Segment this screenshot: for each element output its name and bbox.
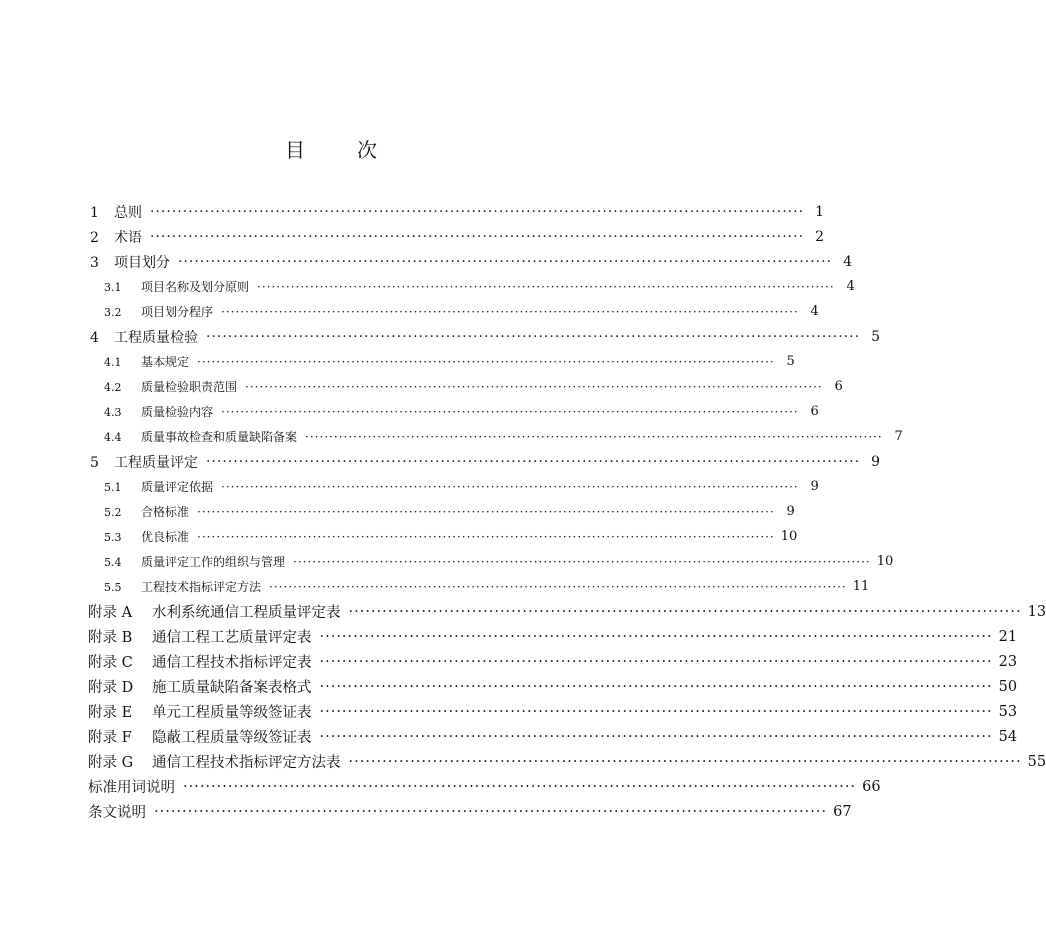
toc-entry[interactable] <box>88 374 843 399</box>
toc-entry-text: 通信工程技术指标评定方法表 <box>152 755 341 771</box>
toc-entry-label <box>88 503 189 520</box>
toc-entry-page: 7 <box>894 429 903 444</box>
toc-entry-page: 53 <box>998 703 1018 720</box>
toc-entry-label <box>88 452 198 472</box>
toc-entry-page: 10 <box>876 554 894 569</box>
toc-entry-text: 质量检验内容 <box>141 405 214 419</box>
toc-entry-label <box>88 651 312 672</box>
toc-entry-page: 6 <box>834 379 843 394</box>
toc-entry-text: 质量评定依据 <box>141 480 214 494</box>
toc-entry[interactable] <box>88 199 825 224</box>
toc-entry[interactable] <box>88 474 819 499</box>
toc-entry-number: 4.2 <box>104 381 122 394</box>
toc-entry-number: 附录 F <box>88 730 132 746</box>
toc-entry[interactable] <box>88 324 881 349</box>
toc-entry-label <box>88 676 312 697</box>
toc-entry-label <box>88 578 261 595</box>
toc-entry-number: 附录 A <box>88 605 133 621</box>
toc-entry-page: 5 <box>871 328 881 345</box>
toc-entry-label <box>88 227 142 247</box>
toc-entry[interactable] <box>88 449 881 474</box>
toc-entry-text: 项目名称及划分原则 <box>141 280 250 294</box>
toc-entry-page: 13 <box>1027 603 1046 620</box>
toc-entry-number: 附录 G <box>88 755 134 771</box>
toc-entry-text: 基本规定 <box>141 355 190 369</box>
toc-leader-dots: ························································································································ <box>206 328 861 345</box>
toc-entry-number: 2 <box>90 229 99 246</box>
toc-entry-number: 5.4 <box>104 556 122 569</box>
toc-entry-text: 标准用词说明 <box>88 780 175 796</box>
toc-leader-dots: ························································································································ <box>269 579 847 594</box>
toc-leader-dots: ························································································································ <box>348 603 1022 620</box>
toc-entry-number: 3 <box>90 254 99 271</box>
toc-entry-number: 3.2 <box>104 306 122 319</box>
toc-entry[interactable] <box>88 424 903 449</box>
toc-entry-label <box>88 202 142 222</box>
toc-entry[interactable] <box>88 724 1018 749</box>
toc-entry-number: 5.2 <box>104 506 122 519</box>
toc-entry-text: 工程质量评定 <box>114 454 198 471</box>
toc-entry[interactable] <box>88 749 1046 774</box>
toc-entry-text: 单元工程质量等级签证表 <box>152 705 312 721</box>
toc-entry-page: 5 <box>786 354 795 369</box>
toc-entry-page: 55 <box>1027 753 1046 770</box>
toc-entry-label <box>88 801 146 822</box>
toc-entry-page: 11 <box>852 579 870 594</box>
toc-entry-page: 2 <box>815 228 825 245</box>
toc-entry-number: 4.3 <box>104 406 122 419</box>
toc-entry-label <box>88 776 175 797</box>
toc-leader-dots: ························································································································ <box>197 529 775 544</box>
toc-entry-number: 5 <box>90 454 99 471</box>
toc-entry[interactable] <box>88 349 795 374</box>
toc-leader-dots: ························································································································ <box>293 554 871 569</box>
toc-entry-number: 4.1 <box>104 356 122 369</box>
title-char-2: 次 <box>357 138 377 162</box>
toc-leader-dots: ························································································································ <box>150 228 805 245</box>
page-title <box>0 134 662 163</box>
toc-entry-label <box>88 528 189 545</box>
toc-entry-text: 工程技术指标评定方法 <box>141 580 262 594</box>
toc-entry-text: 水利系统通信工程质量评定表 <box>152 605 341 621</box>
toc-entry-label <box>88 428 297 445</box>
toc-entry[interactable] <box>88 524 798 549</box>
toc-entry-text: 工程质量检验 <box>114 329 198 346</box>
toc-entry-page: 4 <box>846 279 855 294</box>
toc-leader-dots: ························································································································ <box>319 703 993 720</box>
toc-leader-dots: ························································································································ <box>221 404 799 419</box>
toc-entry-page: 66 <box>862 778 881 795</box>
toc-entry-number: 5.5 <box>104 581 122 594</box>
toc-entry[interactable] <box>88 249 853 274</box>
toc-entry[interactable] <box>88 274 855 299</box>
toc-entry-page: 10 <box>780 529 798 544</box>
toc-entry-number: 4 <box>90 329 99 346</box>
toc-entry-number: 5.3 <box>104 531 122 544</box>
toc-entry[interactable] <box>88 674 1018 699</box>
toc-entry-page: 4 <box>810 304 819 319</box>
toc-entry-page: 54 <box>998 728 1018 745</box>
toc-entry-text: 隐蔽工程质量等级签证表 <box>152 730 312 746</box>
toc-entry-number: 5.1 <box>104 481 122 494</box>
toc-entry-page: 67 <box>833 803 852 820</box>
toc-leader-dots: ························································································································ <box>348 753 1022 770</box>
toc-entry-label <box>88 303 213 320</box>
toc-leader-dots: ························································································································ <box>197 354 775 369</box>
toc-leader-dots: ························································································································ <box>197 504 775 519</box>
toc-leader-dots: ························································································································ <box>221 304 799 319</box>
toc-entry-label <box>88 751 341 772</box>
toc-entry-number: 4.4 <box>104 431 122 444</box>
toc-entry-page: 4 <box>843 253 853 270</box>
toc-entry-label <box>88 378 237 395</box>
toc-entry-page: 9 <box>786 504 795 519</box>
toc-leader-dots: ························································································································ <box>319 653 993 670</box>
toc-entry-text: 项目划分程序 <box>141 305 214 319</box>
toc-entry-text: 通信工程技术指标评定表 <box>152 655 312 671</box>
toc-entry[interactable] <box>88 649 1018 674</box>
toc-leader-dots: ························································································································ <box>245 379 823 394</box>
toc-entry-number: 1 <box>90 204 99 221</box>
toc-entry-text: 项目划分 <box>114 254 170 271</box>
toc-leader-dots: ························································································································ <box>150 203 805 220</box>
toc-entry[interactable] <box>88 699 1018 724</box>
toc-entry[interactable] <box>88 574 870 599</box>
toc-entry-number: 附录 E <box>88 705 133 721</box>
toc-entry-label <box>88 327 198 347</box>
toc-leader-dots: ························································································································ <box>178 253 833 270</box>
toc-leader-dots: ························································································································ <box>154 803 828 820</box>
toc-entry-number: 附录 C <box>88 655 133 671</box>
title-char-1: 目 <box>285 138 305 162</box>
toc-entry-text: 通信工程工艺质量评定表 <box>152 630 312 646</box>
toc-entry-page: 9 <box>810 479 819 494</box>
toc-entry-text: 术语 <box>114 229 142 246</box>
toc-entry-page: 9 <box>871 453 881 470</box>
toc-leader-dots: ························································································································ <box>221 479 799 494</box>
toc-entry-text: 条文说明 <box>88 805 146 821</box>
toc-entry-label <box>88 553 285 570</box>
toc-entry-text: 优良标准 <box>141 530 190 544</box>
toc-entry[interactable] <box>88 499 795 524</box>
toc-entry[interactable] <box>88 224 825 249</box>
toc-leader-dots: ························································································································ <box>183 778 857 795</box>
toc-entry-label <box>88 252 170 272</box>
toc-entry-label <box>88 726 312 747</box>
toc-entry-label <box>88 403 213 420</box>
toc-entry-text: 合格标准 <box>141 505 190 519</box>
toc-entry-label <box>88 353 189 370</box>
table-of-contents <box>88 199 1046 824</box>
toc-entry-text: 总则 <box>114 204 142 221</box>
toc-entry[interactable] <box>88 799 852 824</box>
toc-entry-label <box>88 601 341 622</box>
toc-entry[interactable] <box>88 399 819 424</box>
toc-leader-dots: ························································································································ <box>305 429 883 444</box>
toc-entry[interactable] <box>88 299 819 324</box>
toc-entry[interactable] <box>88 774 881 799</box>
toc-entry-number: 附录 D <box>88 680 134 696</box>
toc-entry[interactable] <box>88 599 1046 624</box>
toc-leader-dots: ························································································································ <box>319 628 993 645</box>
toc-leader-dots: ························································································································ <box>319 728 993 745</box>
toc-entry-text: 施工质量缺陷备案表格式 <box>152 680 312 696</box>
toc-leader-dots: ························································································································ <box>257 279 835 294</box>
toc-leader-dots: ························································································································ <box>319 678 993 695</box>
toc-entry-page: 1 <box>815 203 825 220</box>
toc-entry-text: 质量评定工作的组织与管理 <box>141 555 286 569</box>
toc-entry[interactable] <box>88 624 1018 649</box>
toc-entry-label <box>88 478 213 495</box>
toc-entry-page: 50 <box>998 678 1018 695</box>
toc-entry[interactable] <box>88 549 894 574</box>
toc-entry-number: 3.1 <box>104 281 122 294</box>
toc-entry-text: 质量事故检查和质量缺陷备案 <box>141 430 298 444</box>
toc-entry-page: 21 <box>998 628 1018 645</box>
toc-entry-label <box>88 278 249 295</box>
toc-entry-label <box>88 626 312 647</box>
toc-entry-page: 6 <box>810 404 819 419</box>
toc-leader-dots: ························································································································ <box>206 453 861 470</box>
toc-entry-page: 23 <box>998 653 1018 670</box>
toc-entry-number: 附录 B <box>88 630 133 646</box>
toc-entry-text: 质量检验职责范围 <box>141 380 238 394</box>
toc-entry-label <box>88 701 312 722</box>
